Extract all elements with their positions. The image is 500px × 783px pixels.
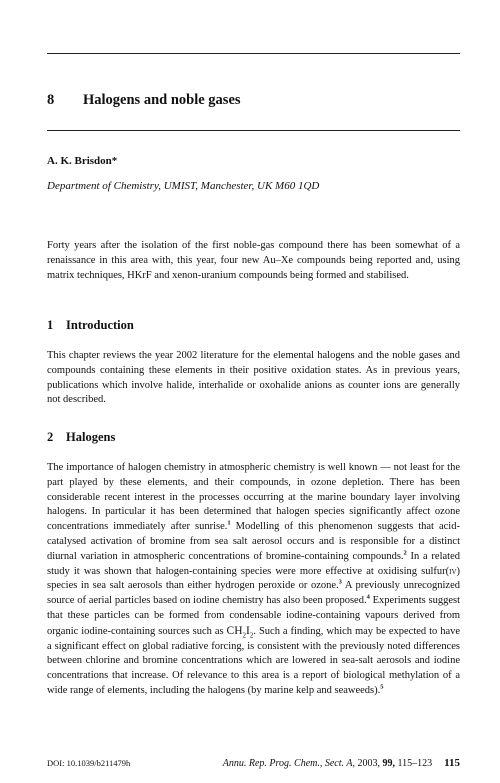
text-segment: . Such a finding, which may be expected to have a significant effect on global radiative forcing, is consistent with the previously noted differences between chlorine and bromine concentrations which are lowered in sea-salt aerosols and iodine concentrations that increase. Of relevance to this area is a report of biological methylation of a wide range of elements, including the halogens (by marine kelp and seaweeds). (47, 625, 461, 696)
journal-name: Annu. Rep. Prog. Chem., Sect. A, (222, 758, 355, 769)
reference-marker: 2 (403, 549, 407, 557)
chemical-formula (226, 624, 254, 640)
abstract: Forty years after the isolation of the first noble-gas compound there has been somewhat of a renaissance in this area with, this year, four new Au–Xe compounds being reported and, using matrix techniques, HKrF and xenon-uranium compounds being formed and stabilised. (47, 240, 460, 281)
journal-volume: 99, (382, 758, 395, 769)
journal-year: 2003, (357, 758, 380, 769)
section-title: Halogens (66, 430, 116, 444)
top-rule (47, 53, 460, 54)
bottom-rule (47, 130, 460, 131)
section-heading-introduction (47, 318, 134, 333)
reference-marker: 1 (227, 519, 231, 527)
formula-element: CH (226, 624, 243, 637)
text-segment: Experiments suggest that these particles can be formed from condensable iodine-containing vapours derived from organic iodine-containing sources such as (47, 595, 461, 637)
doi-text: DOI: 10.1039/b211479h (47, 758, 131, 768)
page-number: 115 (444, 757, 460, 769)
section-number: 1 (47, 318, 54, 332)
halogens-paragraph (47, 461, 460, 699)
author-affiliation: Department of Chemistry, UMIST, Manchester, UK M60 1QD (47, 180, 320, 192)
text-segment: A previously unrecognized source of aerial particles based on iodine chemistry has also been proposed. (47, 580, 460, 607)
formula-subscript: 2 (242, 631, 247, 640)
chapter-heading (47, 92, 241, 109)
formula-subscript: 2 (249, 631, 254, 640)
text-segment: The importance of halogen chemistry in atmospheric chemistry is well known — not least for the part played by these elements, and their compounds, in ozone depletion. There has been considerable recent interest in the processes occurring at the marine boundary layer involving halogens. In particular it has been determined that halogen species significantly affect ozone concentrations immediately after sunrise. (47, 462, 460, 533)
author-name: A. K. Brisdon* (47, 155, 118, 167)
reference-marker: 5 (380, 683, 384, 691)
oxidation-state: iv (449, 565, 457, 577)
formula-element: I (246, 624, 250, 637)
text-segment: ) species in sea salt aerosols than either hydrogen peroxide or ozone. (47, 565, 460, 592)
section-heading-halogens (47, 430, 115, 445)
reference-marker: 4 (366, 593, 370, 601)
text-segment: In a related study it was shown that halogen-containing species were more effective at oxidising sulfur( (47, 550, 460, 577)
journal-pages: 115–123 (397, 758, 433, 769)
chapter-number: 8 (47, 92, 55, 108)
section-title: Introduction (66, 318, 134, 332)
journal-citation (223, 757, 460, 769)
chapter-title: Halogens and noble gases (83, 92, 241, 108)
text-segment: Modelling of this phenomenon suggests that acid-catalysed activation of bromine from sea salt aerosol occurs and is responsible for a distinct diurnal variation in atmospheric concentrations of bromine-containing compounds. (47, 521, 460, 562)
section-number: 2 (47, 430, 54, 444)
reference-marker: 3 (338, 578, 342, 586)
introduction-paragraph: This chapter reviews the year 2002 literature for the elemental halogens and the noble gases and compounds containing these elements in their positive oxidation states. As in previous years, publications which involve halide, interhalide or oxohalide anions as counter ions are generally not described. (47, 350, 460, 406)
